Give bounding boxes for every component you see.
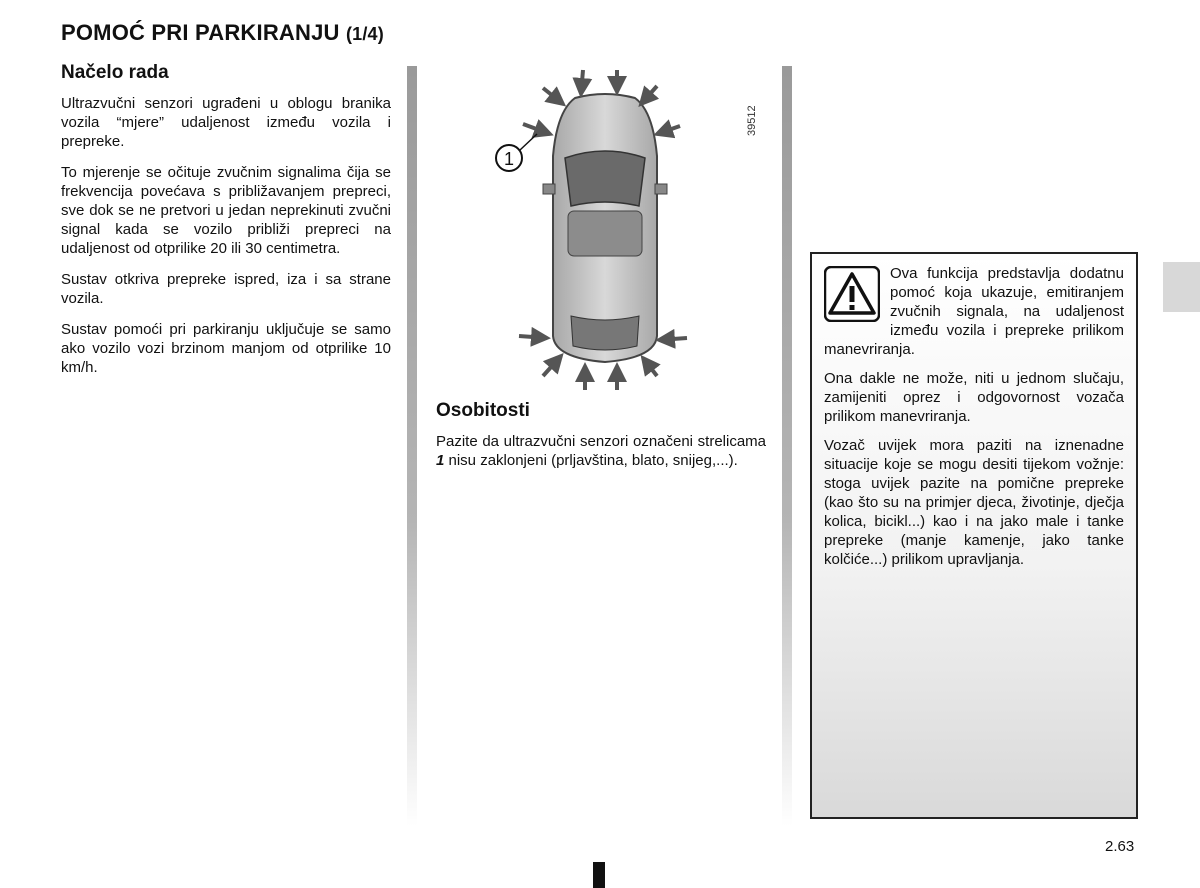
car-sensor-figure — [425, 66, 770, 396]
page-number: 2.63 — [1105, 838, 1135, 855]
figure-ref-number: 39512 — [746, 105, 758, 136]
principle-paragraph: Sustav pomoći pri parkiranju uključuje se samo ako vozilo vozi brzinom manjom od otprilike 10 km/h. — [61, 321, 391, 376]
page-title — [61, 20, 384, 46]
callout-number: 1 — [503, 149, 515, 169]
features-bold-ref: 1 — [436, 452, 445, 469]
principle-heading: Načelo rada — [61, 62, 169, 83]
warning-paragraph: Ova funkcija predstavlja dodatnu pomoć koja ukazuje, emitiranjem zvučnih signala, na udaljenost između vozila i prepreke prilikom manevriranja. — [824, 265, 1124, 358]
warning-triangle-icon — [824, 266, 880, 322]
print-mark — [593, 862, 605, 888]
warning-box — [810, 252, 1138, 819]
chapter-tab — [1163, 262, 1200, 312]
warning-paragraph: Vozač uvijek mora paziti na iznenadne situacije koje se mogu desiti tijekom vožnje: stoga uvijek pazite na pomične prepreke (kao što su na primjer djeca, životinje, dječja kolica, bicikl...) kao i na jako male i tanke prepreke (manje kamenje, jako tanke kolčiće...) prilikom upravljanja. — [824, 437, 1124, 568]
features-section — [436, 400, 766, 482]
principle-section — [61, 62, 391, 389]
page-title-text: POMOĆ PRI PARKIRANJU — [61, 20, 340, 45]
features-paragraph — [436, 432, 766, 470]
principle-paragraph: Sustav otkriva prepreke ispred, iza i sa strane vozila. — [61, 271, 391, 307]
principle-paragraph: To mjerenje se očituje zvučnim signalima čija se frekvencija povećava s približavanjem prepreci, sve dok se ne pretvori u jedan neprekinuti zvučni signal kada se vozilo približi prepreci na udaljenost od otprilike 20 ili 30 centimetra. — [61, 164, 391, 257]
page-part: (1/4) — [345, 24, 384, 44]
principle-paragraph: Ultrazvučni senzori ugrađeni u oblogu branika vozila “mjere” udaljenost između vozila i prepreke. — [61, 95, 391, 150]
features-heading: Osobitosti — [436, 400, 530, 421]
column-divider-left — [407, 66, 417, 826]
warning-paragraph: Ona dakle ne može, niti u jednom slučaju, zamijeniti oprez i odgovornost vozača prilikom manevriranja. — [824, 370, 1124, 425]
features-text-before: Pazite da ultrazvučni senzori označeni strelicama — [436, 433, 766, 450]
column-divider-right — [782, 66, 792, 826]
features-text-after: nisu zaklonjeni (prljavština, blato, snijeg,...). — [444, 452, 738, 469]
car-top-view-illustration — [425, 66, 770, 396]
